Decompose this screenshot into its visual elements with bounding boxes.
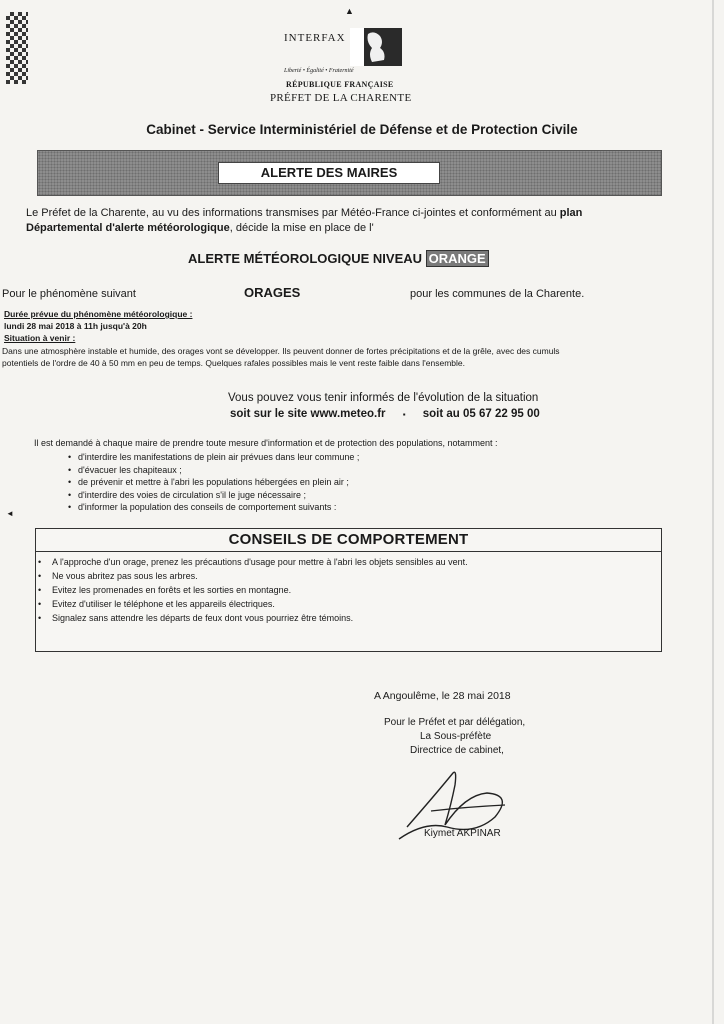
conseils-list [52,555,468,625]
intro-bold-plan: plan [559,207,583,219]
list-item: • A l'approche d'un orage, prenez les précautions d'usage pour mettre à l'abri les objets sensibles au vent. [52,555,468,569]
alert-level-heading [188,251,489,266]
list-item: • Ne vous abritez pas sous les arbres. [52,569,468,583]
signature-line-1: Pour le Préfet et par délégation, [384,717,526,728]
marianne-icon [350,28,402,66]
phenomenon-suffix: pour les communes de la Charente. [410,288,585,300]
list-item: • de prévenir et mettre à l'abri les populations hébergées en plein air ; [78,476,359,489]
scan-edge [712,0,714,1024]
phone-label: soit au [422,408,464,420]
conseils-title-bar [36,529,661,552]
site-link[interactable]: www.meteo.fr [310,408,386,420]
duration-heading: Durée prévue du phénomène météorologique : [4,309,193,319]
duration-value: lundi 28 mai 2018 à 11h jusqu'à 20h [4,321,147,331]
logo-text: INTERFAX [284,32,346,44]
republic-label: RÉPUBLIQUE FRANÇAISE [286,80,394,89]
info-contacts [230,408,540,420]
info-line: Vous pouvez vous tenir informés de l'évolution de la situation [228,392,539,404]
list-item: • d'interdire les manifestations de plein air prévues dans leur commune ; [78,451,359,464]
scan-checker-mark [6,12,28,84]
situation-line-1: Dans une atmosphère instable et humide, des orages vont se développer. Ils peuvent donner de fortes précipitations et de la grêle, avec des cumuls [2,346,560,356]
scan-left-marker: ◄ [6,509,14,518]
situation-heading: Situation à venir : [4,333,76,343]
prefect-label: PRÉFET DE LA CHARENTE [270,92,412,104]
intro-paragraph [26,206,716,235]
list-item: • d'interdire des voies de circulation s'il le juge nécessaire ; [78,489,359,502]
demande-intro: Il est demandé à chaque maire de prendre toute mesure d'information et de protection des populations, notamment : [34,438,498,448]
cabinet-title: Cabinet - Service Interministériel de Défense et de Protection Civile [146,122,578,137]
conseils-box [35,528,662,652]
conseils-title: CONSEILS DE COMPORTEMENT [228,531,469,548]
intro-text: Le Préfet de la Charente, au vu des informations transmises par Météo-France ci-jointes et conformément au [26,207,560,219]
demande-list [78,451,359,514]
site-label: soit sur le site [230,408,311,420]
phenomenon-value: ORAGES [244,285,301,300]
banner-title: ALERTE DES MAIRES [218,162,440,184]
list-item: • d'informer la population des conseils de comportement suivants : [78,501,359,514]
phone-number: 05 67 22 95 00 [463,408,540,420]
motto: Liberté • Égalité • Fraternité [284,68,354,74]
alert-prefix: ALERTE MÉTÉOROLOGIQUE NIVEAU [188,251,426,266]
list-item: • Evitez d'utiliser le téléphone et les appareils électriques. [52,597,468,611]
list-item: • Evitez les promenades en forêts et les sorties en montagne. [52,583,468,597]
signature-line-3: Directrice de cabinet, [410,745,504,756]
situation-line-2: potentiels de l'ordre de 40 à 50 mm en peu de temps. Quelques rafales possibles mais le vent reste faible dans l'ensemble. [2,358,465,368]
marianne-logo [284,28,404,78]
separator: ▪ [402,410,406,419]
place-date: A Angoulême, le 28 mai 2018 [374,690,511,702]
list-item: • Signalez sans attendre les départs de feux dont vous pourriez être témoins. [52,611,468,625]
scan-top-marker: ▲ [345,6,354,16]
intro-bold-plan-name: Départemental d'alerte météorologique [26,221,230,234]
list-item: • d'évacuer les chapiteaux ; [78,464,359,477]
intro-text-2: , décide la mise en place de l' [229,221,374,234]
alert-level: ORANGE [426,250,489,267]
signatory-name: Kiymet AKPINAR [424,828,501,839]
phenomenon-label: Pour le phénomène suivant [2,288,136,300]
signature-line-2: La Sous-préfète [420,731,492,742]
